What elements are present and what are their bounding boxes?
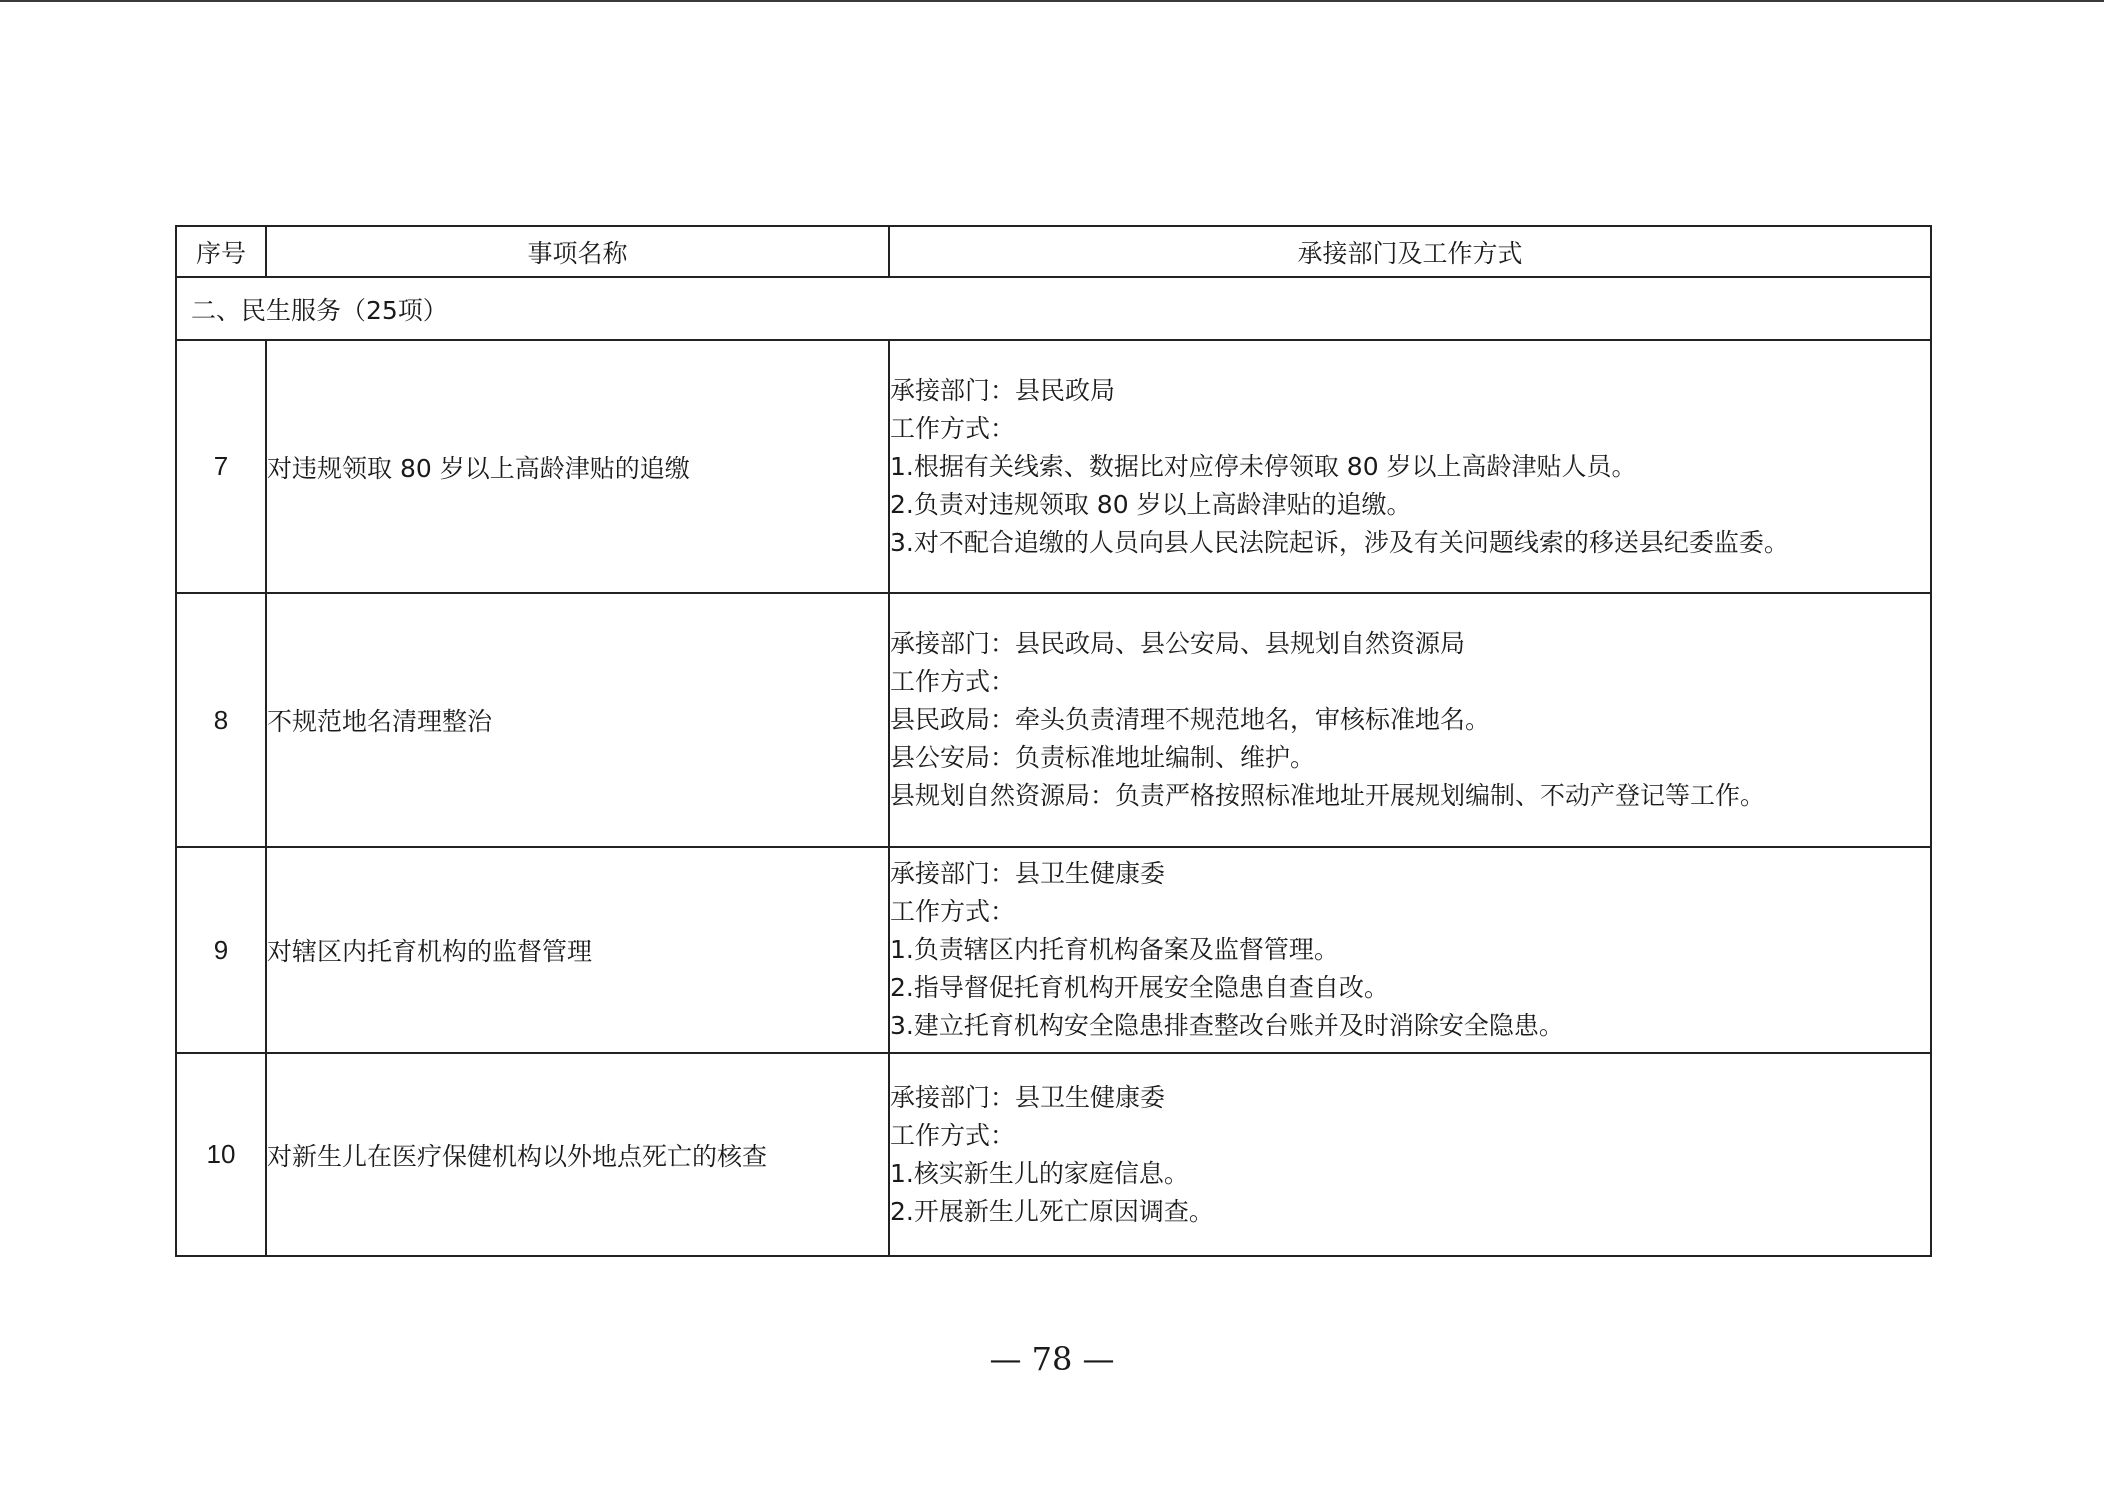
dept-line: 1.核实新生儿的家庭信息。 xyxy=(890,1158,1189,1188)
row-number: 8 xyxy=(176,593,266,847)
dept-line: 3.建立托育机构安全隐患排查整改台账并及时消除安全隐患。 xyxy=(890,1011,1564,1040)
dept-line: 县公安局：负责标准地址编制、维护。 xyxy=(890,743,1316,772)
dept-line: 工作方式： xyxy=(890,413,1016,443)
dept-method xyxy=(889,1053,1931,1256)
header-dept: 承接部门及工作方式 xyxy=(889,226,1931,277)
item-name: 不规范地名清理整治 xyxy=(266,593,889,847)
row-number: 7 xyxy=(176,340,266,593)
dept-line: 县民政局：牵头负责清理不规范地名，审核标准地名。 xyxy=(890,705,1491,734)
dept-line: 县规划自然资源局：负责严格按照标准地址开展规划编制、不动产登记等工作。 xyxy=(890,781,1766,810)
row-number: 9 xyxy=(176,847,266,1053)
dept-line: 2.开展新生儿死亡原因调查。 xyxy=(890,1196,1214,1226)
page-number: — 78 — xyxy=(989,1340,1115,1378)
task-table xyxy=(175,225,1932,1257)
item-name: 对违规领取 80 岁以上高龄津贴的追缴 xyxy=(266,340,889,593)
row-number: 10 xyxy=(176,1053,266,1256)
dept-line: 承接部门：县卫生健康委 xyxy=(890,1082,1166,1112)
table-row xyxy=(176,1053,1931,1256)
dept-line: 工作方式： xyxy=(890,897,1016,926)
dept-method xyxy=(889,847,1931,1053)
section-row xyxy=(176,277,1931,340)
top-border-line xyxy=(0,0,2104,2)
dept-method xyxy=(889,593,1931,847)
table-header-row xyxy=(176,226,1931,277)
table-row xyxy=(176,593,1931,847)
dept-line: 承接部门：县民政局、县公安局、县规划自然资源局 xyxy=(890,629,1466,658)
item-name: 对辖区内托育机构的监督管理 xyxy=(266,847,889,1053)
dept-line: 2.指导督促托育机构开展安全隐患自查自改。 xyxy=(890,973,1389,1002)
table-row xyxy=(176,847,1931,1053)
dept-line: 承接部门：县民政局 xyxy=(890,375,1116,405)
header-no: 序号 xyxy=(176,226,266,277)
dept-line: 工作方式： xyxy=(890,1120,1016,1150)
dept-line: 3.对不配合追缴的人员向县人民法院起诉，涉及有关问题线索的移送县纪委监委。 xyxy=(890,527,1789,557)
header-name: 事项名称 xyxy=(266,226,889,277)
section-title: 二、民生服务（25项） xyxy=(176,277,1931,340)
dept-line: 承接部门：县卫生健康委 xyxy=(890,859,1166,888)
item-name: 对新生儿在医疗保健机构以外地点死亡的核查 xyxy=(266,1053,889,1256)
dept-line: 1.根据有关线索、数据比对应停未停领取 80 岁以上高龄津贴人员。 xyxy=(890,451,1637,481)
table-row xyxy=(176,340,1931,593)
dept-line: 工作方式： xyxy=(890,667,1016,696)
dept-line: 1.负责辖区内托育机构备案及监督管理。 xyxy=(890,935,1339,964)
dept-line: 2.负责对违规领取 80 岁以上高龄津贴的追缴。 xyxy=(890,489,1412,519)
dept-method xyxy=(889,340,1931,593)
